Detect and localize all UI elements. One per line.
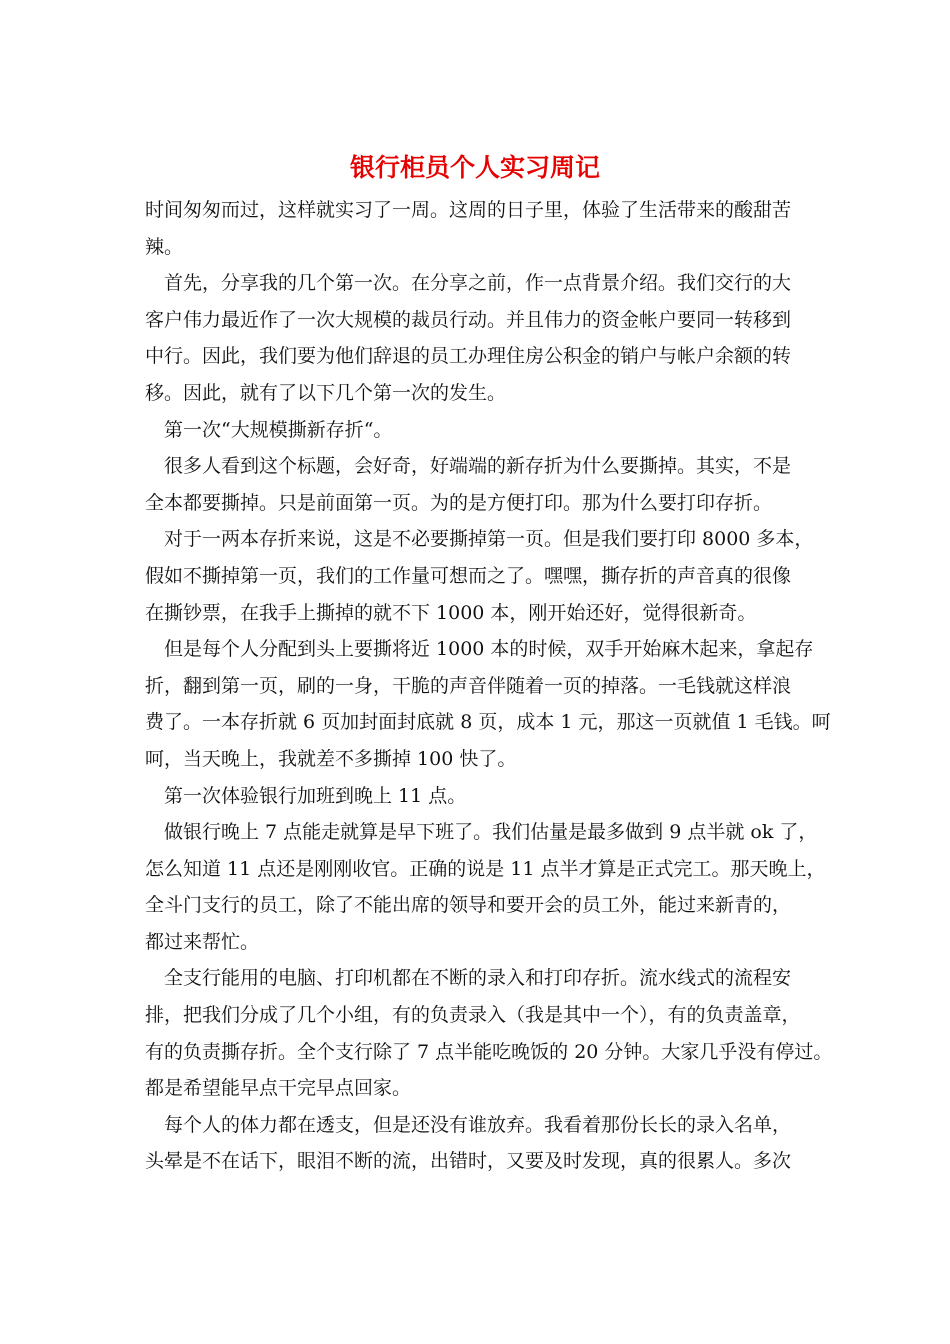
document-title: 银行柜员个人实习周记 [349,153,600,182]
text-line: 费了。一本存折就 6 页加封面封底就 8 页，成本 1 元，那这一页就值 1 毛钱。呵 [145,711,831,734]
text-line: 都过来帮忙。 [145,930,260,953]
text-line: 第一次“大规模撕新存折“。 [164,418,393,441]
text-line: 中行。因此，我们要为他们辞退的员工办理住房公积金的销户与帐户余额的转 [145,345,792,368]
text-line: 都是希望能早点干完早点回家。 [145,1077,412,1100]
text-line: 做银行晚上 7 点能走就算是早下班了。我们估量是最多做到 9 点半就 ok 了， [164,821,818,844]
text-line: 假如不撕掉第一页，我们的工作量可想而之了。嘿嘿，撕存折的声音真的很像 [145,564,792,587]
text-line: 很多人看到这个标题，会好奇，好端端的新存折为什么要撕掉。其实，不是 [164,455,792,478]
text-line: 第一次体验银行加班到晚上 11 点。 [164,784,467,807]
document-body [145,192,833,1180]
text-line: 怎么知道 11 点还是刚刚收官。正确的说是 11 点半才算是正式完工。那天晚上， [145,857,826,880]
text-line: 呵，当天晚上，我就差不多撕掉 100 快了。 [145,747,517,770]
text-line: 对于一两本存折来说，这是不必要撕掉第一页。但是我们要打印 8000 多本， [164,528,814,551]
text-line: 折，翻到第一页，刷的一身，干脆的声音伴随着一页的掉落。一毛钱就这样浪 [145,674,792,697]
text-line: 排，把我们分成了几个小组，有的负责录入（我是其中一个），有的负责盖章， [145,1004,801,1027]
text-line: 辣。 [145,235,184,258]
text-line: 全斗门支行的员工，除了不能出席的领导和要开会的员工外，能过来新青的， [145,894,792,917]
text-line: 头晕是不在话下，眼泪不断的流，出错时，又要及时发现，真的很累人。多次 [145,1150,792,1173]
text-line: 全支行能用的电脑、打印机都在不断的录入和打印存折。流水线式的流程安 [164,967,792,990]
text-line: 客户伟力最近作了一次大规模的裁员行动。并且伟力的资金帐户要同一转移到 [145,308,792,331]
text-line: 在撕钞票，在我手上撕掉的就不下 1000 本，刚开始还好，觉得很新奇。 [145,601,757,624]
text-line: 但是每个人分配到头上要撕将近 1000 本的时候，双手开始麻木起来，拿起存 [164,638,814,661]
text-line: 移。因此，就有了以下几个第一次的发生。 [145,381,507,404]
text-line: 首先，分享我的几个第一次。在分享之前，作一点背景介绍。我们交行的大 [164,272,792,295]
text-line: 每个人的体力都在透支，但是还没有谁放弃。我看着那份长长的录入名单， [164,1113,792,1136]
text-line: 有的负责撕存折。全个支行除了 7 点半能吃晚饭的 20 分钟。大家几乎没有停过。 [145,1040,833,1063]
text-line: 全本都要撕掉。只是前面第一页。为的是方便打印。那为什么要打印存折。 [145,491,773,514]
text-line: 时间匆匆而过，这样就实习了一周。这周的日子里，体验了生活带来的酸甜苦 [145,199,792,221]
